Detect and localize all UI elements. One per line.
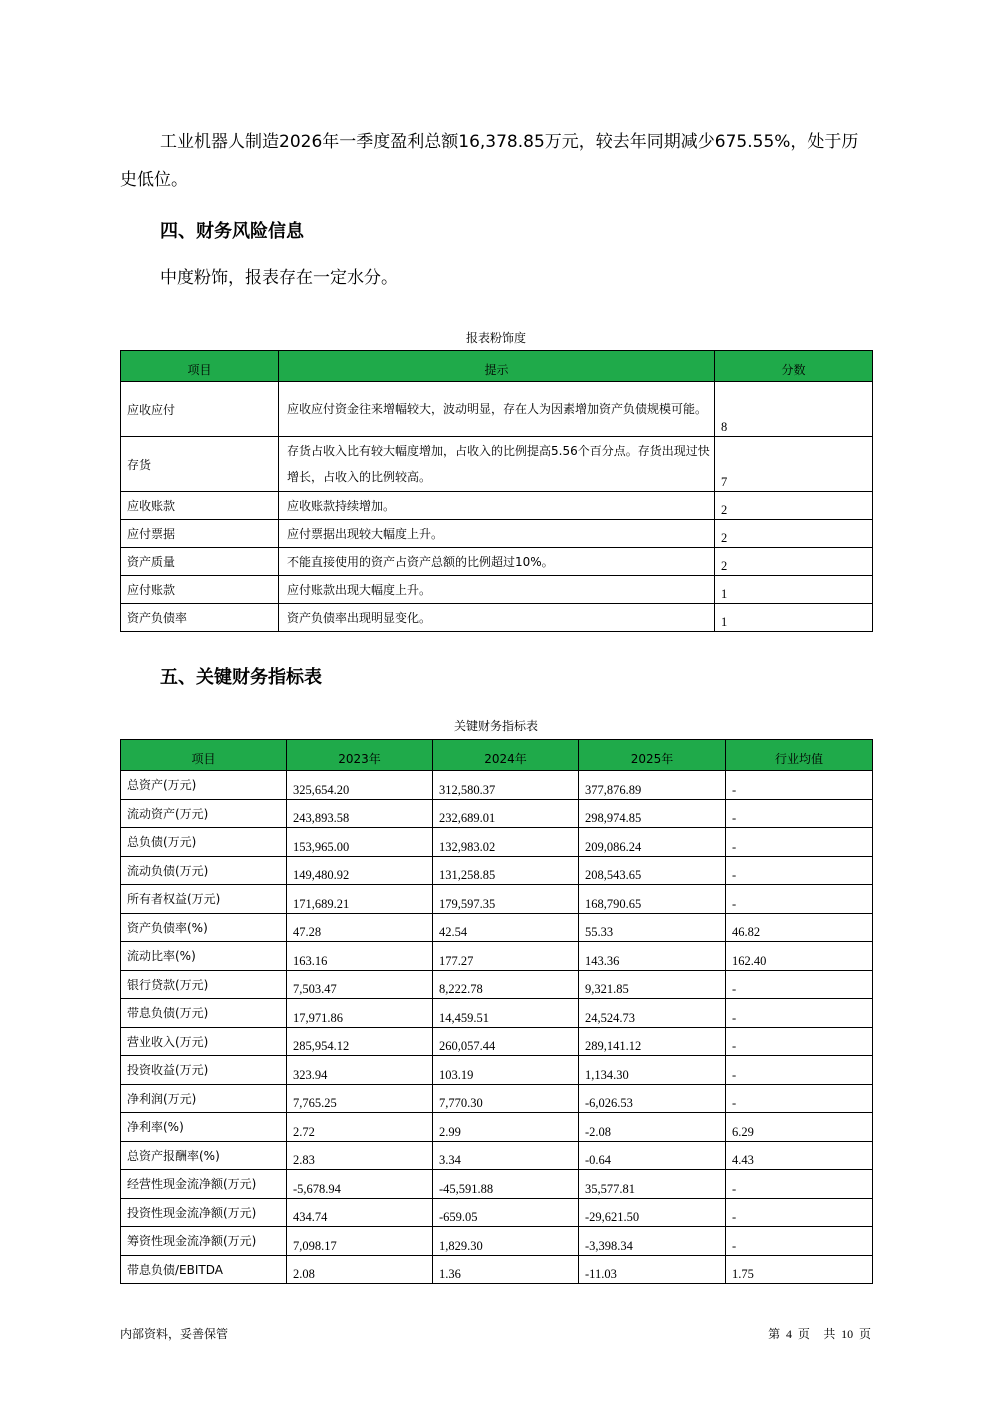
kpi-value-2023: 7,765.25 (287, 1084, 433, 1113)
kpi-value-2025: 35,577.81 (579, 1170, 726, 1199)
risk-score: 1 (715, 576, 873, 604)
risk-item: 应收应付 (121, 382, 279, 437)
risk-score: 1 (715, 604, 873, 632)
kpi-value-2024: 132,983.02 (433, 828, 579, 857)
risk-item: 存货 (121, 437, 279, 492)
table-row (121, 856, 873, 885)
table-row (121, 576, 873, 604)
kpi-value-2023: -5,678.94 (287, 1170, 433, 1199)
kpi-item: 所有者权益(万元) (121, 885, 287, 914)
kpi-industry-avg: - (726, 1227, 873, 1256)
kpi-item: 总负债(万元) (121, 828, 287, 857)
kpi-value-2024: 177.27 (433, 942, 579, 971)
risk-score: 2 (715, 520, 873, 548)
kpi-value-2025: 298,974.85 (579, 799, 726, 828)
table-row (121, 1084, 873, 1113)
table-row (121, 1227, 873, 1256)
total-unit: 页 (858, 1327, 871, 1341)
kpi-industry-avg: - (726, 771, 873, 800)
page-total: 10 (841, 1327, 854, 1341)
risk-item: 应付票据 (121, 520, 279, 548)
kpi-value-2025: 55.33 (579, 913, 726, 942)
kpi-table-header (121, 740, 873, 771)
kpi-item: 营业收入(万元) (121, 1027, 287, 1056)
kpi-value-2025: 9,321.85 (579, 970, 726, 999)
table-row (121, 771, 873, 800)
kpi-item: 带息负债(万元) (121, 999, 287, 1028)
kpi-value-2023: 7,098.17 (287, 1227, 433, 1256)
risk-score: 2 (715, 548, 873, 576)
kpi-item: 经营性现金流净额(万元) (121, 1170, 287, 1199)
risk-hint: 应付账款出现大幅度上升。 (279, 576, 715, 604)
kpi-value-2023: 2.83 (287, 1141, 433, 1170)
risk-table (120, 350, 873, 632)
kpi-value-2023: 17,971.86 (287, 999, 433, 1028)
kpi-value-2024: 14,459.51 (433, 999, 579, 1028)
table-row (121, 437, 873, 492)
table-row (121, 942, 873, 971)
kpi-value-2023: 434.74 (287, 1198, 433, 1227)
kpi-value-2023: 325,654.20 (287, 771, 433, 800)
kpi-value-2023: 171,689.21 (287, 885, 433, 914)
header-hint: 提示 (279, 351, 715, 382)
risk-hint: 存货占收入比有较大幅度增加，占收入的比例提高5.56个百分点。存货出现过快增长，占收入的比例较高。 (279, 437, 715, 492)
header-item: 项目 (121, 740, 287, 771)
kpi-value-2024: 1.36 (433, 1255, 579, 1284)
kpi-industry-avg: 46.82 (726, 913, 873, 942)
risk-table-caption: 报表粉饰度 (465, 331, 526, 345)
kpi-value-2025: -0.64 (579, 1141, 726, 1170)
kpi-value-2024: 312,580.37 (433, 771, 579, 800)
kpi-item: 流动资产(万元) (121, 799, 287, 828)
section-5-heading: 五、关键财务指标表 (160, 667, 322, 688)
kpi-value-2023: 163.16 (287, 942, 433, 971)
kpi-item: 总资产报酬率(%) (121, 1141, 287, 1170)
kpi-value-2023: 7,503.47 (287, 970, 433, 999)
kpi-value-2025: -3,398.34 (579, 1227, 726, 1256)
risk-hint: 应收账款持续增加。 (279, 492, 715, 520)
kpi-industry-avg: - (726, 885, 873, 914)
total-prefix: 共 (823, 1327, 836, 1341)
kpi-value-2025: 24,524.73 (579, 999, 726, 1028)
kpi-table (120, 739, 873, 1284)
page-prefix: 第 (768, 1327, 781, 1341)
footer-confidential: 内部资料，妥善保管 (120, 1327, 229, 1341)
kpi-value-2024: 1,829.30 (433, 1227, 579, 1256)
kpi-industry-avg: - (726, 1027, 873, 1056)
kpi-item: 带息负债/EBITDA (121, 1255, 287, 1284)
table-row (121, 885, 873, 914)
kpi-table-caption: 关键财务指标表 (453, 719, 538, 733)
kpi-value-2025: -2.08 (579, 1113, 726, 1142)
kpi-value-2025: 168,790.65 (579, 885, 726, 914)
risk-score: 8 (715, 382, 873, 437)
kpi-value-2025: 377,876.89 (579, 771, 726, 800)
kpi-value-2025: -29,621.50 (579, 1198, 726, 1227)
kpi-value-2025: -6,026.53 (579, 1084, 726, 1113)
kpi-value-2025: -11.03 (579, 1255, 726, 1284)
risk-summary: 中度粉饰，报表存在一定水分。 (160, 268, 398, 288)
header-item: 项目 (121, 351, 279, 382)
header-2024: 2024年 (433, 740, 579, 771)
risk-table-header (121, 351, 873, 382)
table-row (121, 1027, 873, 1056)
kpi-item: 投资性现金流净额(万元) (121, 1198, 287, 1227)
header-score: 分数 (715, 351, 873, 382)
kpi-value-2024: 131,258.85 (433, 856, 579, 885)
kpi-industry-avg: 4.43 (726, 1141, 873, 1170)
kpi-value-2024: 3.34 (433, 1141, 579, 1170)
kpi-value-2024: 232,689.01 (433, 799, 579, 828)
kpi-value-2024: -45,591.88 (433, 1170, 579, 1199)
footer-page-number (767, 1325, 872, 1342)
risk-hint: 资产负债率出现明显变化。 (279, 604, 715, 632)
kpi-industry-avg: - (726, 856, 873, 885)
kpi-value-2025: 208,543.65 (579, 856, 726, 885)
kpi-value-2024: 2.99 (433, 1113, 579, 1142)
kpi-industry-avg: 162.40 (726, 942, 873, 971)
kpi-industry-avg: - (726, 999, 873, 1028)
intro-paragraph: 工业机器人制造2026年一季度盈利总额16,378.85万元，较去年同期减少675.55%，处于历史低位。 (120, 132, 859, 190)
kpi-value-2024: 8,222.78 (433, 970, 579, 999)
kpi-industry-avg: - (726, 828, 873, 857)
risk-item: 资产质量 (121, 548, 279, 576)
kpi-value-2023: 149,480.92 (287, 856, 433, 885)
header-2025: 2025年 (579, 740, 726, 771)
table-row (121, 970, 873, 999)
section-4-heading: 四、财务风险信息 (160, 221, 304, 242)
kpi-industry-avg: - (726, 970, 873, 999)
table-row (121, 1056, 873, 1085)
kpi-value-2023: 47.28 (287, 913, 433, 942)
page-unit: 页 (797, 1327, 810, 1341)
kpi-value-2024: -659.05 (433, 1198, 579, 1227)
kpi-value-2025: 209,086.24 (579, 828, 726, 857)
kpi-industry-avg: - (726, 1056, 873, 1085)
risk-item: 应收账款 (121, 492, 279, 520)
risk-hint: 不能直接使用的资产占资产总额的比例超过10%。 (279, 548, 715, 576)
table-row (121, 492, 873, 520)
kpi-item: 流动比率(%) (121, 942, 287, 971)
kpi-item: 资产负债率(%) (121, 913, 287, 942)
kpi-value-2024: 42.54 (433, 913, 579, 942)
table-row (121, 999, 873, 1028)
kpi-item: 银行贷款(万元) (121, 970, 287, 999)
table-row (121, 1255, 873, 1284)
kpi-value-2023: 243,893.58 (287, 799, 433, 828)
table-row (121, 382, 873, 437)
kpi-item: 净利率(%) (121, 1113, 287, 1142)
header-2023: 2023年 (287, 740, 433, 771)
table-row (121, 548, 873, 576)
table-row (121, 520, 873, 548)
table-row (121, 913, 873, 942)
kpi-item: 流动负债(万元) (121, 856, 287, 885)
kpi-industry-avg: 6.29 (726, 1113, 873, 1142)
kpi-industry-avg: - (726, 1084, 873, 1113)
kpi-item: 总资产(万元) (121, 771, 287, 800)
table-row (121, 1198, 873, 1227)
table-row (121, 799, 873, 828)
risk-hint: 应收应付资金往来增幅较大，波动明显，存在人为因素增加资产负债规模可能。 (279, 382, 715, 437)
kpi-value-2024: 103.19 (433, 1056, 579, 1085)
table-row (121, 604, 873, 632)
kpi-value-2023: 2.72 (287, 1113, 433, 1142)
page-current: 4 (786, 1327, 793, 1341)
kpi-value-2024: 7,770.30 (433, 1084, 579, 1113)
kpi-industry-avg: 1.75 (726, 1255, 873, 1284)
kpi-value-2023: 153,965.00 (287, 828, 433, 857)
kpi-industry-avg: - (726, 1198, 873, 1227)
kpi-value-2023: 2.08 (287, 1255, 433, 1284)
table-row (121, 1170, 873, 1199)
kpi-industry-avg: - (726, 1170, 873, 1199)
kpi-value-2024: 179,597.35 (433, 885, 579, 914)
kpi-value-2025: 1,134.30 (579, 1056, 726, 1085)
header-industry-avg: 行业均值 (726, 740, 873, 771)
risk-item: 应付账款 (121, 576, 279, 604)
kpi-value-2025: 143.36 (579, 942, 726, 971)
kpi-item: 筹资性现金流净额(万元) (121, 1227, 287, 1256)
risk-hint: 应付票据出现较大幅度上升。 (279, 520, 715, 548)
kpi-value-2023: 323.94 (287, 1056, 433, 1085)
table-row (121, 1141, 873, 1170)
risk-score: 2 (715, 492, 873, 520)
table-row (121, 828, 873, 857)
kpi-value-2023: 285,954.12 (287, 1027, 433, 1056)
table-row (121, 1113, 873, 1142)
kpi-item: 净利润(万元) (121, 1084, 287, 1113)
risk-item: 资产负债率 (121, 604, 279, 632)
kpi-item: 投资收益(万元) (121, 1056, 287, 1085)
kpi-value-2025: 289,141.12 (579, 1027, 726, 1056)
kpi-value-2024: 260,057.44 (433, 1027, 579, 1056)
risk-score: 7 (715, 437, 873, 492)
kpi-industry-avg: - (726, 799, 873, 828)
